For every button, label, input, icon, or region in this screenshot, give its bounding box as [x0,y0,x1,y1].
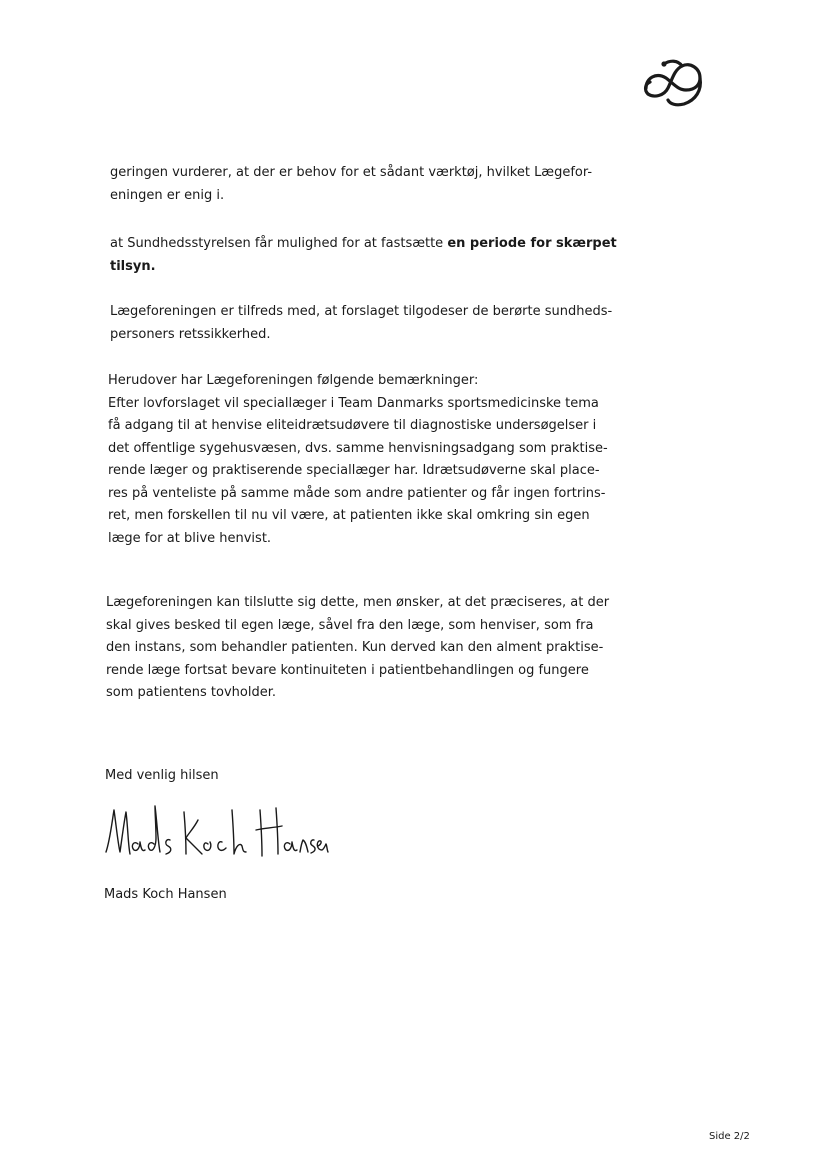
text-bold-line: tilsyn. [110,258,156,274]
page-number: Side 2/2 [709,1131,750,1142]
text-line: læge for at blive henvist. [108,530,272,546]
signatory-name: Mads Koch Hansen [104,887,227,902]
paragraph-3 [110,301,612,346]
paragraph-4 [108,370,608,550]
text-normal: at Sundhedsstyrelsen får mulighed for at fastsætte [110,236,448,251]
text-line: Herudover har Lægeforeningen følgende bemærkninger: [108,373,479,388]
paragraph-2 [110,233,617,278]
text-line: res på venteliste på samme måde som andre patienter og får ingen fortrins- [108,485,606,501]
text-line: eningen er enig i. [110,187,225,203]
text-line: rende læge fortsat bevare kontinuiteten i patientbehandlingen og fungere [106,662,589,678]
text-bold: en periode for skærpet [447,236,617,251]
paragraph-1 [110,162,592,207]
handwritten-signature [100,800,330,864]
text-line: få adgang til at henvise eliteidrætsudøvere til diagnostiske undersøgelser i [108,418,597,433]
text-line: personers retssikkerhed. [110,326,271,342]
paragraph-5 [106,592,609,705]
text-line: rende læger og praktiserende speciallæger har. Idrætsudøverne skal place- [108,463,600,478]
serpent-logo-icon [640,54,706,108]
text-line: den instans, som behandler patienten. Kun derved kan den alment praktise- [106,640,604,655]
text-line: Lægeforeningen kan tilslutte sig dette, men ønsker, at det præciseres, at der [106,595,610,610]
text-line: det offentlige sygehusvæsen, dvs. samme henvisningsadgang som praktise- [108,440,608,456]
closing-greeting: Med venlig hilsen [105,768,219,783]
text-line: ret, men forskellen til nu vil være, at patienten ikke skal omkring sin egen [108,508,590,523]
text-line [110,233,617,256]
text-line: som patientens tovholder. [106,685,277,700]
text-line: skal gives besked til egen læge, såvel fra den læge, som henviser, som fra [106,617,594,633]
text-line: Lægeforeningen er tilfreds med, at forslaget tilgodeser de berørte sundheds- [110,304,613,319]
text-line: Efter lovforslaget vil speciallæger i Team Danmarks sportsmedicinske tema [108,395,599,411]
text-line: geringen vurderer, at der er behov for et sådant værktøj, hvilket Lægefor- [110,165,593,180]
